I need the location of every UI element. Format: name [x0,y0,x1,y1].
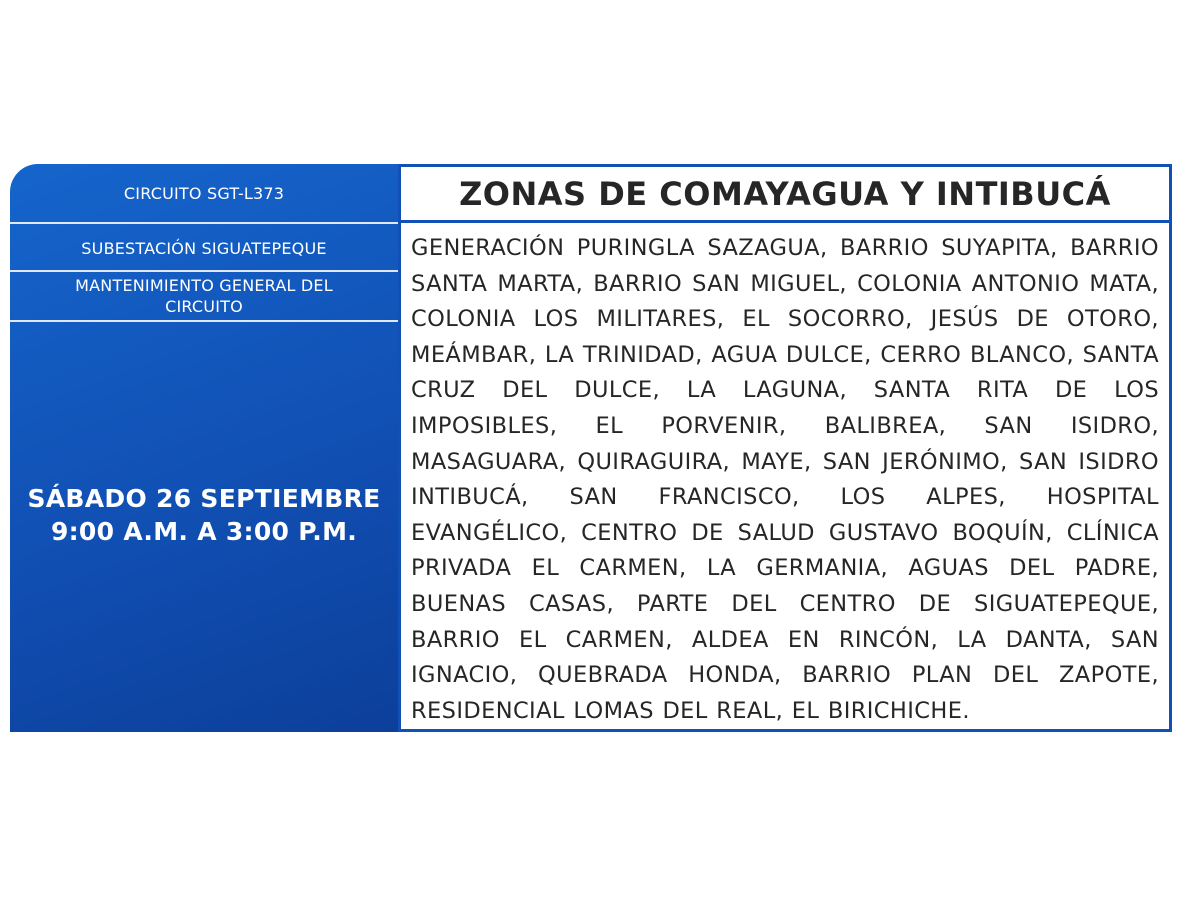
zones-list: GENERACIÓN PURINGLA SAZAGUA, BARRIO SUYAPITA, BARRIO SANTA MARTA, BARRIO SAN MIGUEL, COLONIA ANTONIO MATA, COLONIA LOS MILITARES, EL SOCORRO, JESÚS DE OTORO, MEÁMBAR, LA TRINIDAD, AGUA DULCE, CERRO BLANCO, SANTA CRUZ DEL DULCE, LA LAGUNA, SANTA RITA DE LOS IMPOSIBLES, EL PORVENIR, BALIBREA, SAN ISIDRO, MASAGUARA, QUIRAGUIRA, MAYE, SAN JERÓNIMO, SAN ISIDRO INTIBUCÁ, SAN FRANCISCO, LOS ALPES, HOSPITAL EVANGÉLICO, CENTRO DE SALUD GUSTAVO BOQUÍN, CLÍNICA PRIVADA EL CARMEN, LA GERMANIA, AGUAS DEL PADRE, BUENAS CASAS, PARTE DEL CENTRO DE SIGUATEPEQUE, BARRIO EL CARMEN, ALDEA EN RINCÓN, LA DANTA, SAN IGNACIO, QUEBRADA HONDA, BARRIO PLAN DEL ZAPOTE, RESIDENCIAL LOMAS DEL REAL, EL BIRICHICHE. [411,235,1159,724]
outage-notice-card [10,164,1172,732]
circuit-label: CIRCUITO SGT-L373 [123,183,285,203]
maintenance-label: MANTENIMIENTO GENERAL DEL CIRCUITO [75,276,333,316]
zones-panel [398,164,1172,732]
schedule-time: 9:00 A.M. A 3:00 P.M. [50,517,358,546]
schedule-date: SÁBADO 26 SEPTIEMBRE [27,484,381,513]
schedule-datetime [10,482,398,548]
divider [10,320,398,322]
schedule-panel [10,164,398,732]
divider [10,222,398,224]
substation-label: SUBESTACIÓN SIGUATEPEQUE [81,238,327,258]
zones-title: ZONAS DE COMAYAGUA Y INTIBUCÁ [401,167,1169,223]
